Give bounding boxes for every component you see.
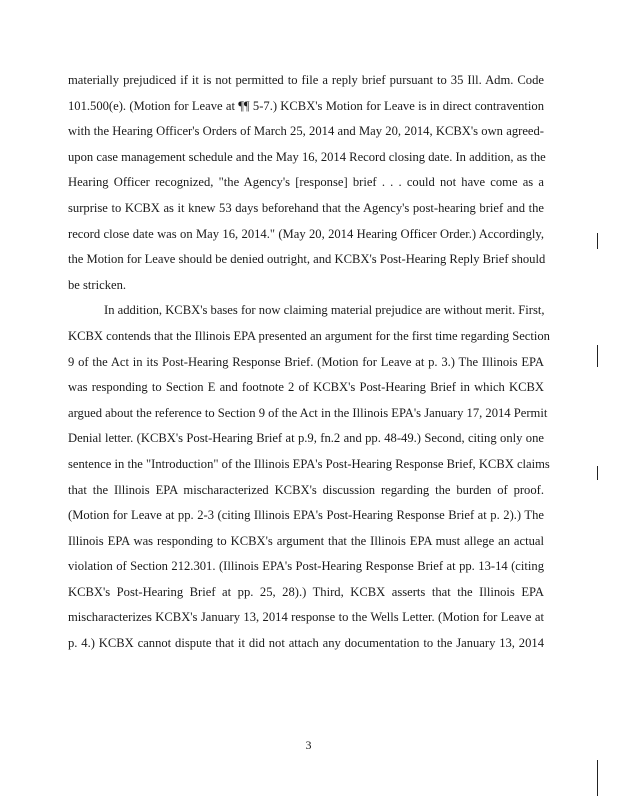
text-line: 9 of the Act in its Post-Hearing Response Brief. (Motion for Leave at p. 3.) The Illinois EPA bbox=[68, 354, 544, 369]
text-line: violation of Section 212.301. (Illinois EPA's Post-Hearing Response Brief at pp. 13-14 (citing bbox=[68, 559, 544, 574]
text-line: p. 4.) KCBX cannot dispute that it did not attach any documentation to the January 13, 2014 bbox=[68, 636, 544, 651]
paragraph-1 bbox=[68, 68, 544, 298]
text-line: that the Illinois EPA mischaracterized KCBX's discussion regarding the burden of proof. bbox=[68, 482, 544, 497]
text-line: was responding to Section E and footnote 2 of KCBX's Post-Hearing Brief in which KCBX bbox=[68, 380, 544, 395]
body-text bbox=[68, 68, 550, 657]
text-line: with the Hearing Officer's Orders of March 25, 2014 and May 20, 2014, KCBX's own agreed- bbox=[68, 124, 544, 139]
text-line: KCBX's Post-Hearing Brief at pp. 25, 28).) Third, KCBX asserts that the Illinois EPA bbox=[68, 584, 544, 599]
page-number: 3 bbox=[305, 738, 312, 752]
text-line: upon case management schedule and the May 16, 2014 Record closing date. In addition, as the bbox=[68, 149, 546, 164]
text-line: KCBX contends that the Illinois EPA presented an argument for the first time regarding Section bbox=[68, 328, 550, 343]
paragraph-2 bbox=[68, 298, 550, 656]
text-line: (Motion for Leave at pp. 2-3 (citing Illinois EPA's Post-Hearing Response Brief at p. 2).) The bbox=[68, 508, 544, 523]
margin-scan-mark bbox=[597, 233, 598, 249]
text-line: be stricken. bbox=[68, 277, 127, 292]
text-line: In addition, KCBX's bases for now claiming material prejudice are without merit. First, bbox=[104, 303, 545, 318]
margin-scan-mark bbox=[597, 760, 598, 796]
text-line: Illinois EPA was responding to KCBX's argument that the Illinois EPA must allege an actual bbox=[68, 533, 544, 548]
text-line: record close date was on May 16, 2014." (May 20, 2014 Hearing Officer Order.) Accordingly, bbox=[68, 226, 544, 241]
text-line: Hearing Officer recognized, "the Agency's [response] brief . . . could not have come as a bbox=[68, 175, 544, 190]
text-line: materially prejudiced if it is not permitted to file a reply brief pursuant to 35 Ill. Adm. Code bbox=[68, 73, 544, 87]
text-line: mischaracterizes KCBX's January 13, 2014 response to the Wells Letter. (Motion for Leave at bbox=[68, 610, 544, 625]
margin-scan-mark bbox=[597, 345, 598, 367]
text-line: Denial letter. (KCBX's Post-Hearing Brief at p.9, fn.2 and pp. 48-49.) Second, citing only one bbox=[68, 431, 544, 446]
text-line: the Motion for Leave should be denied outright, and KCBX's Post-Hearing Reply Brief should bbox=[68, 252, 546, 267]
text-line: sentence in the "Introduction" of the Illinois EPA's Post-Hearing Response Brief, KCBX claims bbox=[68, 456, 550, 471]
text-line: 101.500(e). (Motion for Leave at ¶¶ 5-7.) KCBX's Motion for Leave is in direct contravention bbox=[68, 98, 544, 113]
margin-scan-mark bbox=[597, 466, 598, 480]
text-line: argued about the reference to Section 9 of the Act in the Illinois EPA's January 17, 2014 Permit bbox=[68, 405, 548, 420]
text-line: surprise to KCBX as it knew 53 days beforehand that the Agency's post-hearing brief and the bbox=[68, 200, 544, 215]
